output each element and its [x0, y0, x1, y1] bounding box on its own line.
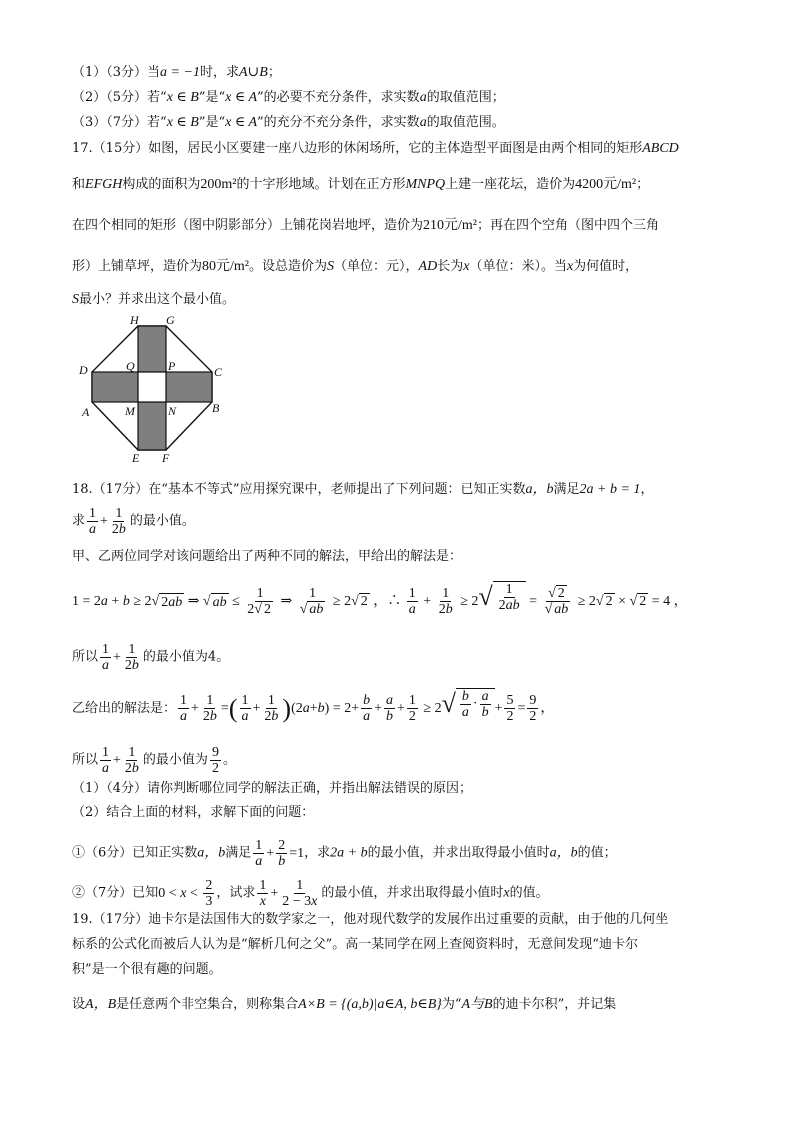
label-P: P: [168, 359, 176, 373]
q18-sub1: （1）（4分）请你判断哪位同学的解法正确，并指出解法错误的原因；: [72, 781, 473, 796]
label-G: G: [166, 313, 175, 327]
q18-line1: 18.（17分）在“基本不等式”应用探究课中，老师提出了下列问题：已知正实数a，b满足2a + b = 1，: [72, 482, 654, 497]
label-M: M: [125, 404, 135, 418]
q18-line2: 求 $\frac{1}{a}$ + $\frac{1}{2b}$ 的最小值。: [72, 506, 195, 537]
square-mnpq: [138, 372, 166, 402]
q19-line4: 设A，B是任意两个非空集合，则称集合A×B = {(a,b)|a∈A, b∈B}为“A与B的迪卡尔积”，并记集: [72, 997, 617, 1012]
q16-part2: （2）（5分）若“x ∈ B”是“x ∈ A”的必要不充分条件，求实数a的取值范围；: [72, 90, 505, 105]
shaded-rect-right: [166, 372, 212, 402]
q18-yi-derivation: 乙给出的解法是： $\frac{1}{a}$ + $\frac{1}{2b}$ =( $\frac{1}{a}$ + $\frac{1}{2b}$ )(2a+b) = 2+ $\frac{b}{a}$ + $\frac{a}{b}$ + $\frac{1}{2}$ ≥ 2 √ $\frac{b}{a}$ · $\frac{a}{b}$ + $\frac{5}{2}$ = $\frac{9}{2}$ ，: [72, 689, 555, 725]
q18-sub2-1: ①（6分）已知正实数a，b满足 $\frac{1}{a}$ + $\frac{2}{b}$ =1，求2a + b的最小值，并求出取得最小值时a，b的值；: [72, 838, 617, 869]
q17-line5: S最小？并求出这个最小值。: [72, 292, 236, 307]
label-F: F: [162, 451, 170, 464]
octagon-figure: [72, 312, 232, 464]
q19-line2: 标系的公式化而被后人认为是“解析几何之父”。高一某同学在网上查阅资料时，无意间发现“迪卡尔: [72, 937, 638, 952]
shaded-rect-left: [92, 372, 138, 402]
label-D: D: [79, 363, 88, 377]
q18-line5: 所以 $\frac{1}{a}$ + $\frac{1}{2b}$ 的最小值为4。: [72, 642, 230, 673]
q18-line3: 甲、乙两位同学对该问题给出了两种不同的解法，甲给出的解法是：: [72, 549, 463, 564]
q18-jia-derivation: 1 = 2a + b ≥ 2√ 2ab ⇒ √ ab ≤ $\frac{1}{2√ 2}$ ⇒ $\frac{1}{√ ab}$ ≥ 2√ 2 ，∴ $\frac{1}{a}$ + $\frac{1}{2b}$ ≥ 2 √ $\frac{1}{2ab}$ = $\frac{√ 2}{√ ab}$ ≥ 2√ 2 × √ 2 = 4 ，: [72, 582, 688, 618]
label-C: C: [214, 365, 223, 379]
shaded-rect-bottom: [138, 402, 166, 450]
q18-sub2-2: ②（7分）已知0 < x < $\frac{2}{3}$ ，试求 $\frac{1}{x}$ + $\frac{1}{2 - 3x}$ 的最小值，并求出取得最小值时x的值。: [72, 878, 549, 909]
label-A: A: [82, 405, 90, 419]
q17-line1: 17.（15分）如图，居民小区要建一座八边形的休闲场所，它的主体造型平面图是由两个相同的矩形ABCD: [72, 141, 679, 156]
label-B: B: [212, 401, 220, 415]
label-N: N: [168, 404, 177, 418]
q19-line1: 19.（17分）迪卡尔是法国伟大的数学家之一，他对现代数学的发展作出过重要的贡献，由于他的几何坐: [72, 912, 669, 927]
q17-line2: 和EFGH构成的面积为200m²的十字形地域。计划在正方形MNPQ上建一座花坛，造价为4200元/m²；: [72, 177, 650, 192]
q17-line4: 形）上铺草坪，造价为80元/m²。设总造价为S（单位：元），AD长为x（单位：米）。当x为何值时，: [72, 259, 639, 274]
label-Q: Q: [126, 359, 135, 373]
q17-line3: 在四个相同的矩形（图中阴影部分）上铺花岗岩地坪，造价为210元/m²；再在四个空角（图中四个三角: [72, 218, 660, 233]
q19-line3: 积”是一个很有趣的问题。: [72, 962, 222, 977]
q16-part1: （1）（3分）当a = −1时，求A∪B；: [72, 65, 281, 80]
label-H: H: [130, 313, 139, 327]
q16-part3: （3）（7分）若“x ∈ B”是“x ∈ A”的充分不充分条件，求实数a的取值范围。: [72, 115, 505, 130]
q18-sub2: （2）结合上面的材料，求解下面的问题：: [72, 805, 315, 820]
q18-line7: 所以 $\frac{1}{a}$ + $\frac{1}{2b}$ 的最小值为 $\frac{9}{2}$ 。: [72, 745, 236, 776]
label-E: E: [132, 451, 140, 464]
shaded-rect-top: [138, 326, 166, 372]
